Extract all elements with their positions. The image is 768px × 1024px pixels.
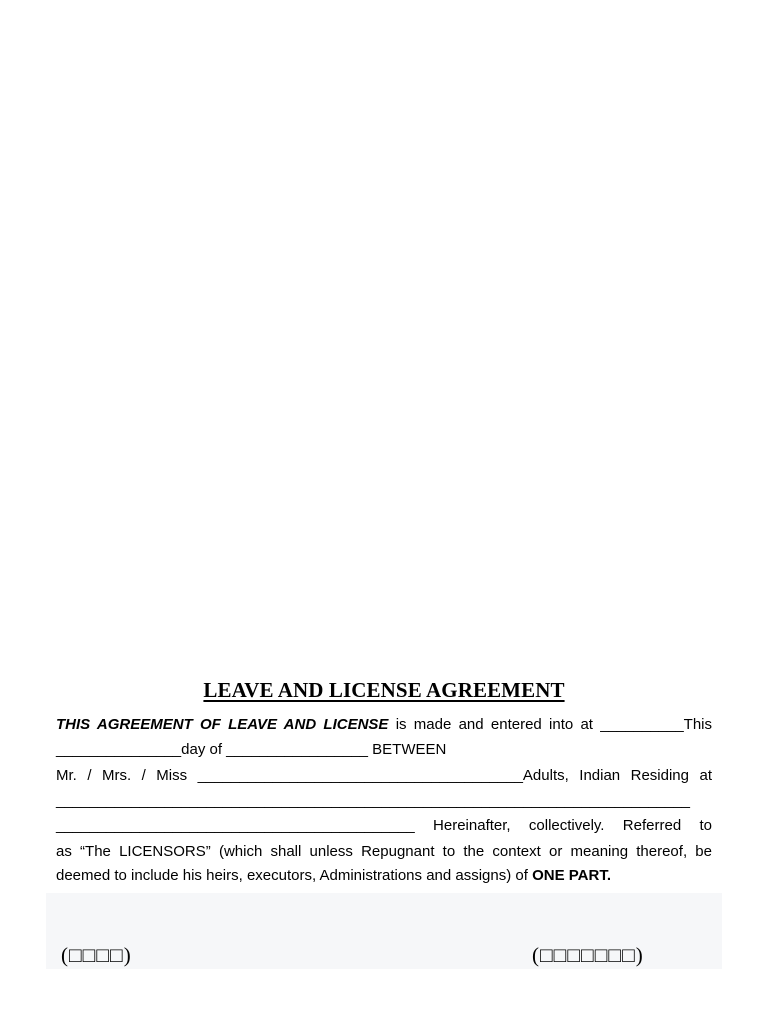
document-title: LEAVE AND LICENSE AGREEMENT bbox=[203, 678, 565, 702]
agreement-line-1-text: is made and entered into at __________This bbox=[388, 716, 713, 733]
agreement-line-1 bbox=[56, 716, 712, 734]
footer-left-label: (□□□□) bbox=[61, 943, 132, 967]
one-part-label: ONE PART. bbox=[532, 867, 611, 884]
footer-right-label: (□□□□□□□) bbox=[532, 943, 644, 967]
agreement-line-5: ___________________________________________ Hereinafter, collectively. Referred to bbox=[56, 817, 712, 834]
footer-band bbox=[46, 893, 722, 969]
agreement-line-7-text: deemed to include his heirs, executors, Administrations and assigns) of bbox=[56, 867, 533, 884]
agreement-line-4: ____________________________________________________________________________ bbox=[56, 792, 691, 809]
agreement-line-7 bbox=[56, 867, 712, 885]
agreement-line-2: _______________day of _________________ BETWEEN bbox=[56, 741, 447, 758]
agreement-heading-text: THIS AGREEMENT OF LEAVE AND LICENSE bbox=[56, 716, 389, 733]
agreement-line-6: as “The LICENSORS” (which shall unless Repugnant to the context or meaning thereof, be bbox=[56, 843, 712, 860]
agreement-line-3: Mr. / Mrs. / Miss _______________________________________Adults, Indian Residing at bbox=[56, 767, 712, 784]
